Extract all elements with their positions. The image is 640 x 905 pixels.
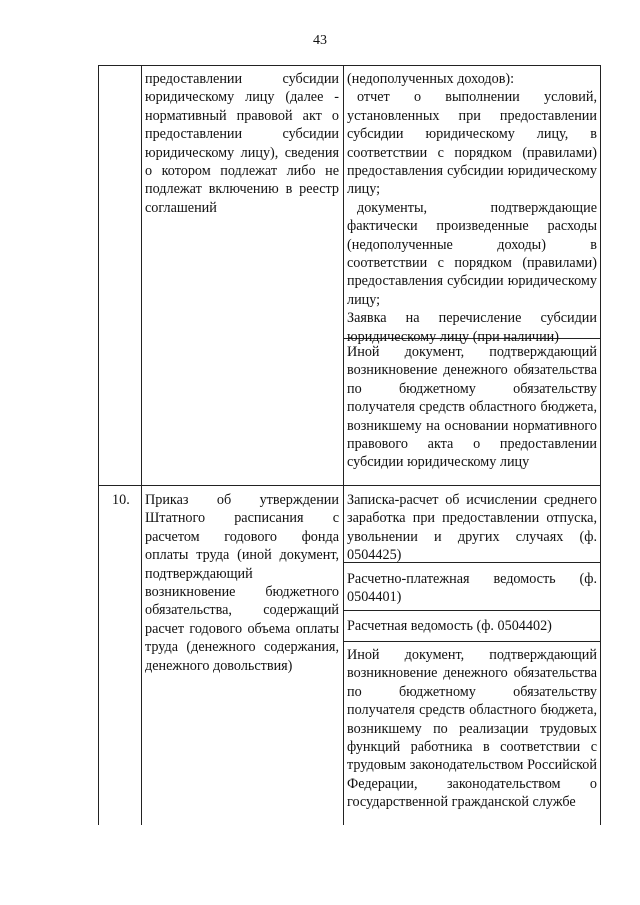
document-description: предоставлении субсидии юридическому лицу (далее - нормативный правовой акт о предоставлении субсидии юридическому лицу), сведения о котором подлежат либо не подлежат включению в реестр соглашений xyxy=(145,71,339,216)
document-description: Приказ об утверждении Штатного расписания с расчетом годового фонда оплаты труда (иной документ, подтверждающий возникновение бюджетного обязательства, содержащий расчет годового объема оплаты труда (денежного содержания, денежного довольствия) xyxy=(145,492,339,674)
basis-document: Расчетно-платежная ведомость (ф. 0504401) xyxy=(347,571,597,606)
basis-document: Иной документ, подтверждающий возникновение денежного обязательства по бюджетному обязательству получателя средств областного бюджета, возникшему по реализации трудовых функций работника в соответствии с трудовым законодательством Российской Федерации, законодательством о государственной гражданской службе xyxy=(347,647,597,811)
basis-document: Записка-расчет об исчислении среднего заработка при предоставлении отпуска, увольнении и других случаях (ф. 0504425) xyxy=(347,492,597,564)
basis-paragraph: Заявка на перечисление субсидии юридическому лицу (при наличии) xyxy=(347,310,597,345)
table-border-right xyxy=(600,65,601,825)
page-number: 43 xyxy=(313,33,327,48)
row-divider xyxy=(98,485,601,486)
basis-divider xyxy=(343,641,601,642)
basis-paragraph: (недополученных доходов): xyxy=(347,71,515,87)
basis-document: Иной документ, подтверждающий возникновение денежного обязательства по бюджетному обязательству получателя средств областного бюджета, возникшему на основании нормативного правового акта о предоставлении субсидии юридическому лицу xyxy=(347,344,597,471)
basis-paragraph: отчет о выполнении условий, установленных при предоставлении субсидии юридическому лицу, в соответствии с порядком (правилами) предоставления субсидии юридическому лицу; xyxy=(347,89,597,198)
basis-document: Расчетная ведомость (ф. 0504402) xyxy=(347,618,552,634)
table-border-left xyxy=(98,65,99,825)
column-divider-number xyxy=(141,65,142,825)
row-number: 10. xyxy=(112,492,130,508)
table-border-top xyxy=(98,65,601,66)
basis-document xyxy=(347,70,597,346)
basis-paragraph: документы, подтверждающие фактически произведенные расходы (недополученные доходы) в соответствии с порядком (правилами) предоставления субсидии юридическому лицу; xyxy=(347,199,597,308)
column-divider-basis xyxy=(343,65,344,825)
basis-divider xyxy=(343,610,601,611)
